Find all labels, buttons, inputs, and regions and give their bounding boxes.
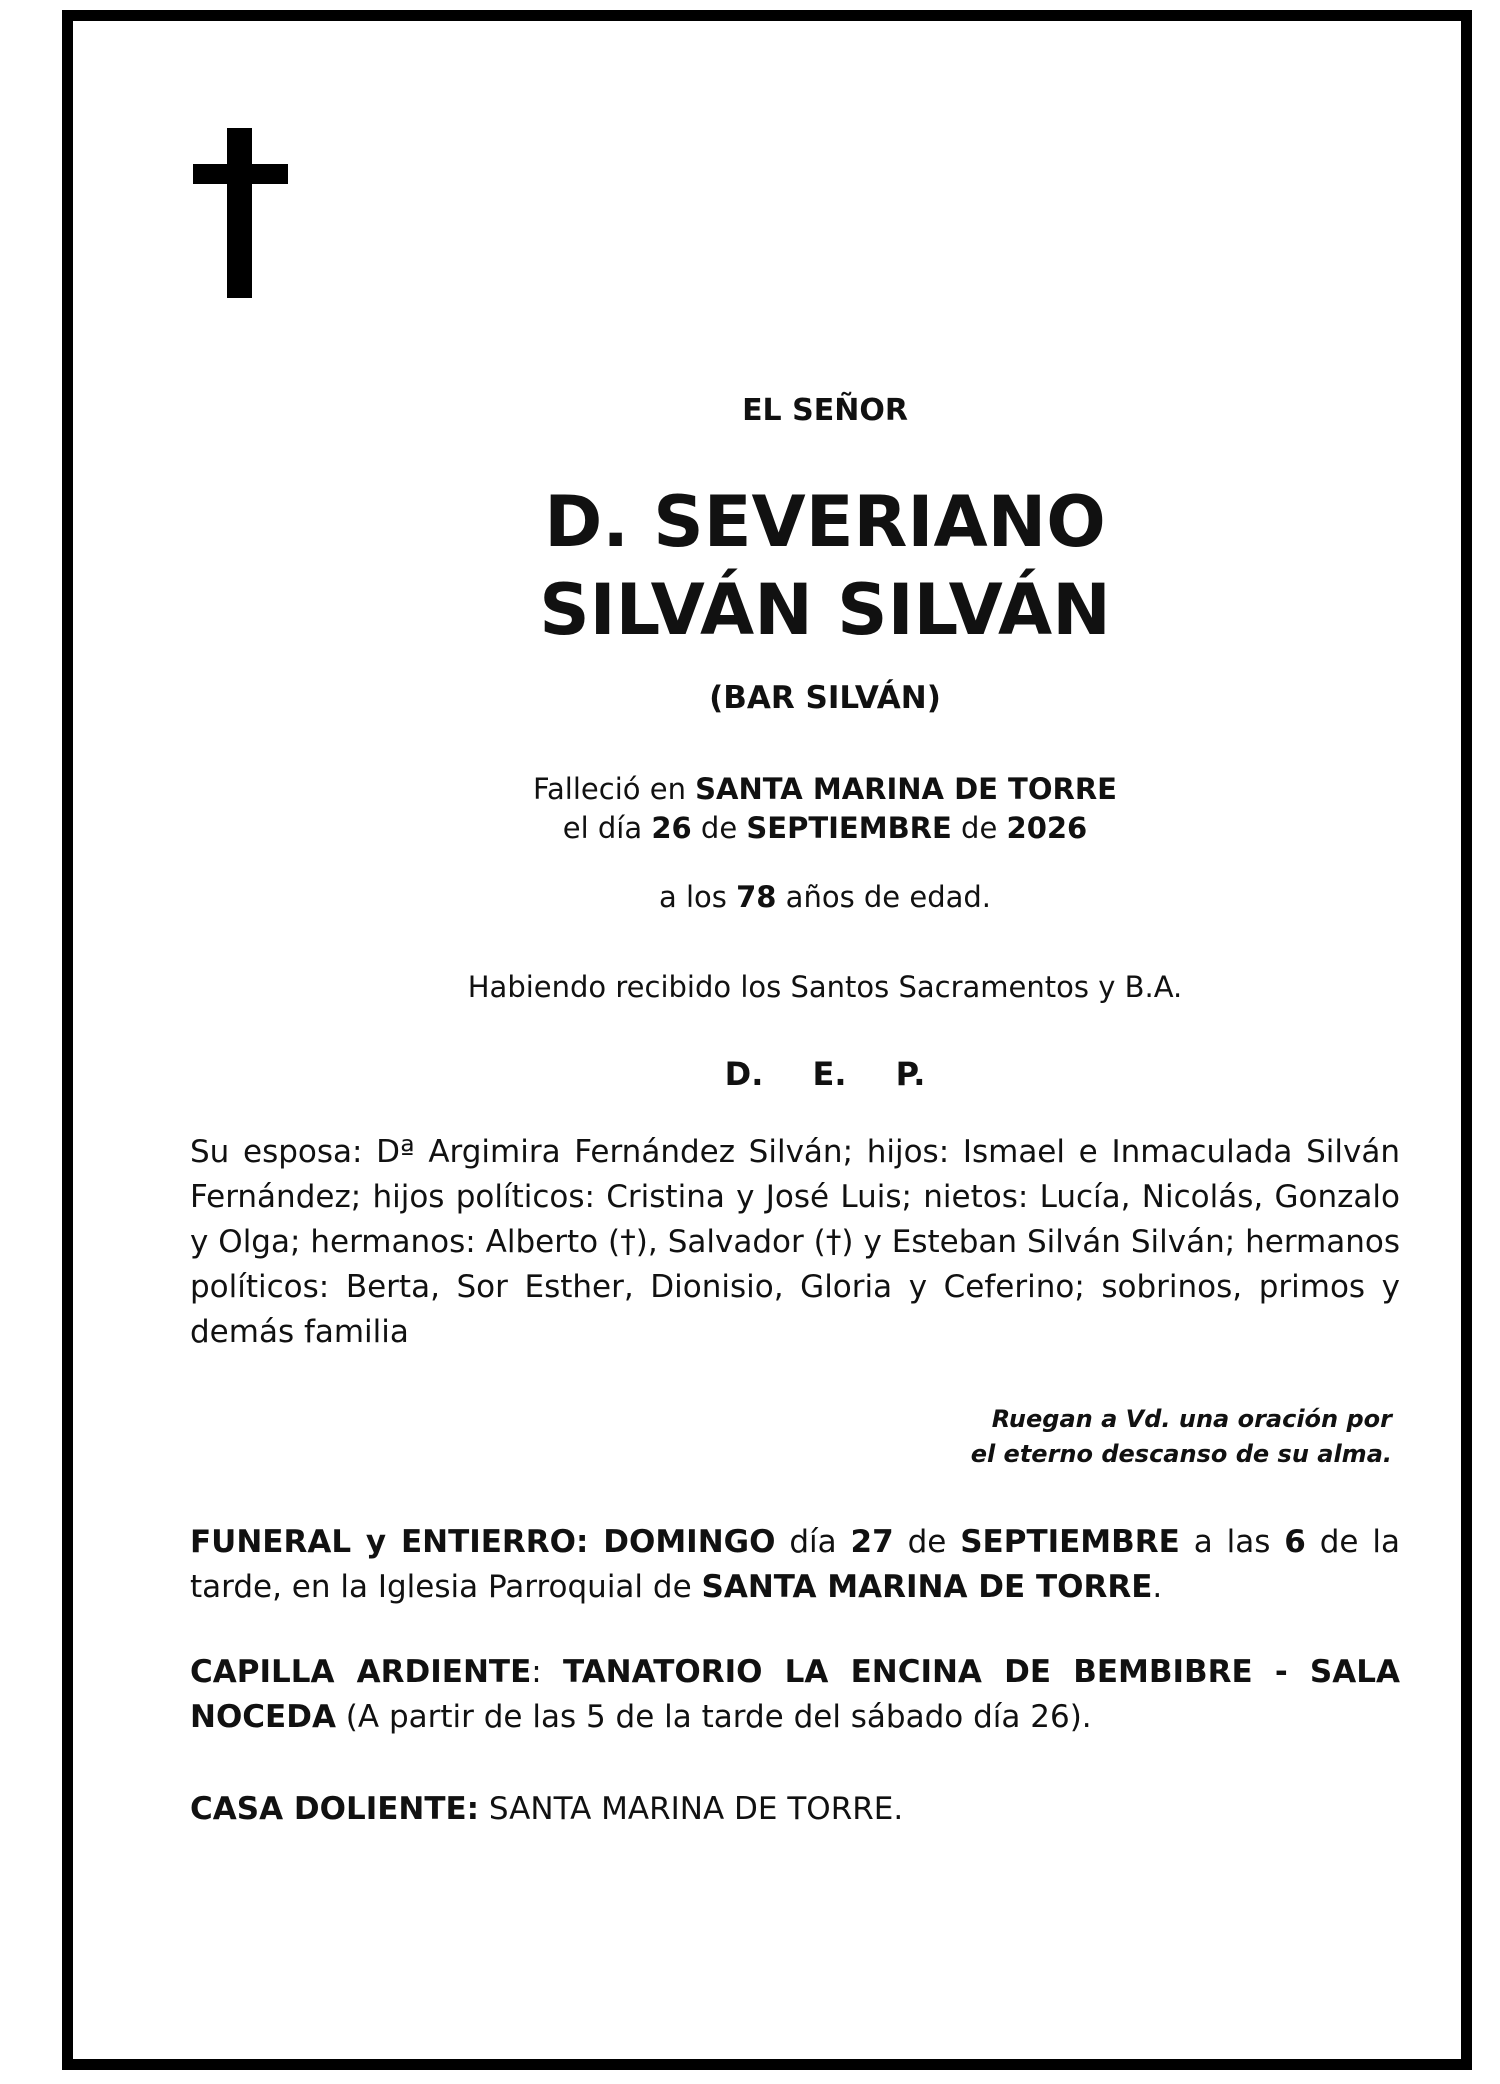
funeral-hour: 6: [1284, 1524, 1306, 1560]
prayer-request: [700, 1402, 1392, 1472]
death-place-prefix: Falleció en: [533, 772, 696, 806]
death-month-prefix: de: [691, 811, 747, 845]
cross-icon: [193, 128, 288, 298]
casa-paragraph: [190, 1787, 1400, 1832]
funeral-text-2: de: [893, 1524, 961, 1560]
dep-line: D. E. P.: [724, 1055, 926, 1093]
age-prefix: a los: [658, 880, 737, 914]
age-value: 78: [736, 880, 777, 914]
funeral-text-5: .: [1152, 1569, 1163, 1605]
funeral-day: 27: [850, 1524, 894, 1560]
death-place-line: [190, 770, 1460, 809]
death-day: 26: [651, 811, 692, 845]
honorific-title: EL SEÑOR: [742, 393, 908, 428]
funeral-text-4: de la tarde, en la Iglesia Parroquial de: [190, 1524, 1400, 1605]
deceased-name-line2: SILVÁN SILVÁN: [539, 569, 1111, 651]
deceased-nickname: (BAR SILVÁN): [709, 680, 941, 716]
death-year: 2026: [1006, 811, 1088, 845]
prayer-line1: Ruegan a Vd. una oración por: [991, 1405, 1392, 1433]
funeral-paragraph: [190, 1520, 1400, 1610]
funeral-month: SEPTIEMBRE: [960, 1524, 1180, 1560]
family-paragraph: Su esposa: Dª Argimira Fernández Silván; hijos: Ismael e Inmaculada Silván Fernández; hijos políticos: Cristina y José Luis; nietos: Lucía, Nicolás, Gonzalo y Olga; hermanos: Alberto (†), Salvador (†) y Esteban Silván Silván; hermanos políticos: Berta, Sor Esther, Dionisio, Gloria y Ceferino; sobrinos, primos y demás familia: [190, 1134, 1400, 1350]
capilla-place: TANATORIO LA ENCINA DE BEMBIBRE - SALA NOCEDA: [190, 1654, 1400, 1735]
funeral-text-1: día: [775, 1524, 851, 1560]
death-place: SANTA MARINA DE TORRE: [695, 772, 1117, 806]
deceased-name: [190, 478, 1460, 654]
capilla-paragraph: [190, 1650, 1400, 1740]
obituary-frame: [62, 10, 1472, 2070]
age-line: [190, 880, 1460, 914]
casa-value: SANTA MARINA DE TORRE.: [479, 1791, 904, 1827]
age-suffix: años de edad.: [785, 880, 992, 914]
casa-label: CASA DOLIENTE:: [190, 1791, 480, 1827]
death-year-prefix: de: [951, 811, 1007, 845]
capilla-separator: :: [531, 1654, 563, 1690]
sacraments-line: Habiendo recibido los Santos Sacramentos y B.A.: [467, 970, 1183, 1004]
funeral-text-3: a las: [1179, 1524, 1285, 1560]
death-info: [190, 770, 1460, 848]
deceased-name-line1: D. SEVERIANO: [544, 481, 1106, 563]
prayer-line2: el eterno descanso de su alma.: [970, 1440, 1392, 1468]
capilla-detail: (A partir de las 5 de la tarde del sábado día 26).: [335, 1699, 1092, 1735]
death-month: SEPTIEMBRE: [746, 811, 952, 845]
funeral-label: FUNERAL y ENTIERRO: DOMINGO: [190, 1524, 776, 1560]
death-date-line: [190, 809, 1460, 848]
death-date-prefix: el día: [562, 811, 652, 845]
funeral-church-place: SANTA MARINA DE TORRE: [701, 1569, 1153, 1605]
capilla-label: CAPILLA ARDIENTE: [190, 1654, 532, 1690]
